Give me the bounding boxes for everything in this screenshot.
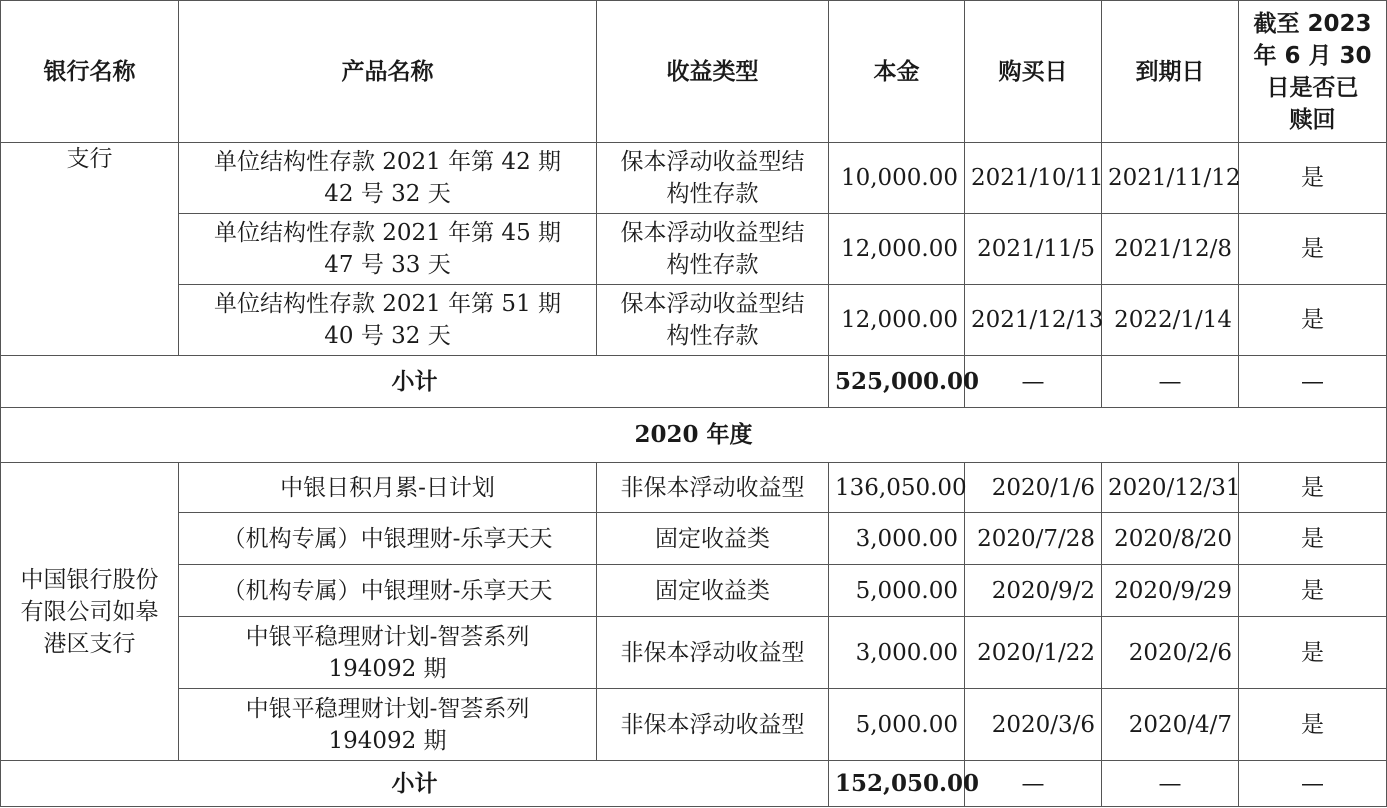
type-cell: 非保本浮动收益型 xyxy=(597,617,829,689)
dash-cell: — xyxy=(965,761,1102,807)
product-line: 单位结构性存款 2021 年第 42 期 xyxy=(213,149,562,175)
dash-cell: — xyxy=(1102,356,1239,408)
purchase-date-cell: 2020/1/22 xyxy=(965,617,1102,689)
maturity-date-cell: 2020/4/7 xyxy=(1102,689,1239,761)
type-line: 保本浮动收益型结 xyxy=(620,149,805,175)
header-row xyxy=(1,1,1387,143)
bank-name-line: 港区支行 xyxy=(43,630,136,657)
type-cell xyxy=(597,214,829,285)
maturity-date-cell: 2022/1/14 xyxy=(1102,285,1239,356)
subtotal-row xyxy=(1,761,1387,807)
type-cell xyxy=(597,285,829,356)
maturity-date-cell: 2020/2/6 xyxy=(1102,617,1239,689)
principal-cell: 10,000.00 xyxy=(829,143,965,214)
table-row xyxy=(1,143,1387,214)
header-principal: 本金 xyxy=(829,1,965,143)
product-line: 42 号 32 天 xyxy=(324,181,451,207)
dash-cell: — xyxy=(965,356,1102,408)
type-cell: 固定收益类 xyxy=(597,565,829,617)
type-line: 构性存款 xyxy=(666,181,759,207)
table-row xyxy=(1,214,1387,285)
header-bank-name: 银行名称 xyxy=(1,1,179,143)
redeemed-cell: 是 xyxy=(1239,689,1387,761)
subtotal-amount: 152,050.00 xyxy=(829,761,965,807)
bank-name-cell xyxy=(1,463,179,761)
purchase-date-cell: 2020/7/28 xyxy=(965,513,1102,565)
product-cell xyxy=(179,143,597,214)
product-line: 40 号 32 天 xyxy=(324,323,451,349)
table-row xyxy=(1,463,1387,513)
redeemed-cell: 是 xyxy=(1239,617,1387,689)
redeemed-cell: 是 xyxy=(1239,463,1387,513)
subtotal-label: 小计 xyxy=(1,761,829,807)
redeemed-cell: 是 xyxy=(1239,285,1387,356)
purchase-date-cell: 2020/1/6 xyxy=(965,463,1102,513)
principal-cell: 3,000.00 xyxy=(829,617,965,689)
subtotal-row xyxy=(1,356,1387,408)
table-row xyxy=(1,617,1387,689)
header-purchase-date: 购买日 xyxy=(965,1,1102,143)
product-line: 单位结构性存款 2021 年第 51 期 xyxy=(213,291,562,317)
product-cell: 中银日积月累-日计划 xyxy=(179,463,597,513)
principal-cell: 5,000.00 xyxy=(829,689,965,761)
header-redeemed-line: 赎回 xyxy=(1289,106,1336,133)
type-line: 保本浮动收益型结 xyxy=(620,291,805,317)
maturity-date-cell: 2021/12/8 xyxy=(1102,214,1239,285)
header-redeemed xyxy=(1239,1,1387,143)
header-redeemed-line: 日是否已 xyxy=(1266,74,1359,101)
principal-cell: 3,000.00 xyxy=(829,513,965,565)
header-maturity-date: 到期日 xyxy=(1102,1,1239,143)
subtotal-label: 小计 xyxy=(1,356,829,408)
year-row xyxy=(1,408,1387,463)
table-row xyxy=(1,565,1387,617)
type-cell: 非保本浮动收益型 xyxy=(597,689,829,761)
principal-cell: 12,000.00 xyxy=(829,285,965,356)
product-line: 47 号 33 天 xyxy=(324,252,451,278)
table-row xyxy=(1,689,1387,761)
header-redeemed-line: 截至 2023 xyxy=(1253,10,1372,37)
purchase-date-cell: 2021/10/11 xyxy=(965,143,1102,214)
purchase-date-cell: 2021/12/13 xyxy=(965,285,1102,356)
type-cell: 固定收益类 xyxy=(597,513,829,565)
dash-cell: — xyxy=(1102,761,1239,807)
header-income-type: 收益类型 xyxy=(597,1,829,143)
type-cell: 非保本浮动收益型 xyxy=(597,463,829,513)
product-cell xyxy=(179,285,597,356)
product-line: 194092 期 xyxy=(328,727,447,754)
product-line: 中银平稳理财计划-智荟系列 xyxy=(245,695,530,722)
dash-cell: — xyxy=(1239,356,1387,408)
principal-cell: 12,000.00 xyxy=(829,214,965,285)
maturity-date-cell: 2020/8/20 xyxy=(1102,513,1239,565)
redeemed-cell: 是 xyxy=(1239,513,1387,565)
bank-name-line: 有限公司如皋 xyxy=(20,598,159,625)
maturity-date-cell: 2020/9/29 xyxy=(1102,565,1239,617)
bank-name-cell: 支行 xyxy=(1,143,179,356)
redeemed-cell: 是 xyxy=(1239,565,1387,617)
principal-cell: 5,000.00 xyxy=(829,565,965,617)
type-line: 构性存款 xyxy=(666,323,759,349)
product-cell: （机构专属）中银理财-乐享天天 xyxy=(179,565,597,617)
product-line: 单位结构性存款 2021 年第 45 期 xyxy=(213,220,562,246)
type-line: 保本浮动收益型结 xyxy=(620,220,805,246)
bank-name-line: 中国银行股份 xyxy=(20,566,159,593)
dash-cell: — xyxy=(1239,761,1387,807)
purchase-date-cell: 2020/3/6 xyxy=(965,689,1102,761)
header-product-name: 产品名称 xyxy=(179,1,597,143)
redeemed-cell: 是 xyxy=(1239,214,1387,285)
product-cell xyxy=(179,689,597,761)
header-redeemed-line: 年 6 月 30 xyxy=(1253,42,1372,69)
purchase-date-cell: 2021/11/5 xyxy=(965,214,1102,285)
maturity-date-cell: 2021/11/12 xyxy=(1102,143,1239,214)
table-row xyxy=(1,285,1387,356)
maturity-date-cell: 2020/12/31 xyxy=(1102,463,1239,513)
redeemed-cell: 是 xyxy=(1239,143,1387,214)
product-cell xyxy=(179,214,597,285)
product-line: 194092 期 xyxy=(328,655,447,682)
year-label: 2020 年度 xyxy=(1,408,1387,463)
principal-cell: 136,050.00 xyxy=(829,463,965,513)
product-line: 中银平稳理财计划-智荟系列 xyxy=(245,623,530,650)
subtotal-amount: 525,000.00 xyxy=(829,356,965,408)
type-cell xyxy=(597,143,829,214)
purchase-date-cell: 2020/9/2 xyxy=(965,565,1102,617)
table-row xyxy=(1,513,1387,565)
type-line: 构性存款 xyxy=(666,252,759,278)
product-cell xyxy=(179,617,597,689)
product-cell: （机构专属）中银理财-乐享天天 xyxy=(179,513,597,565)
